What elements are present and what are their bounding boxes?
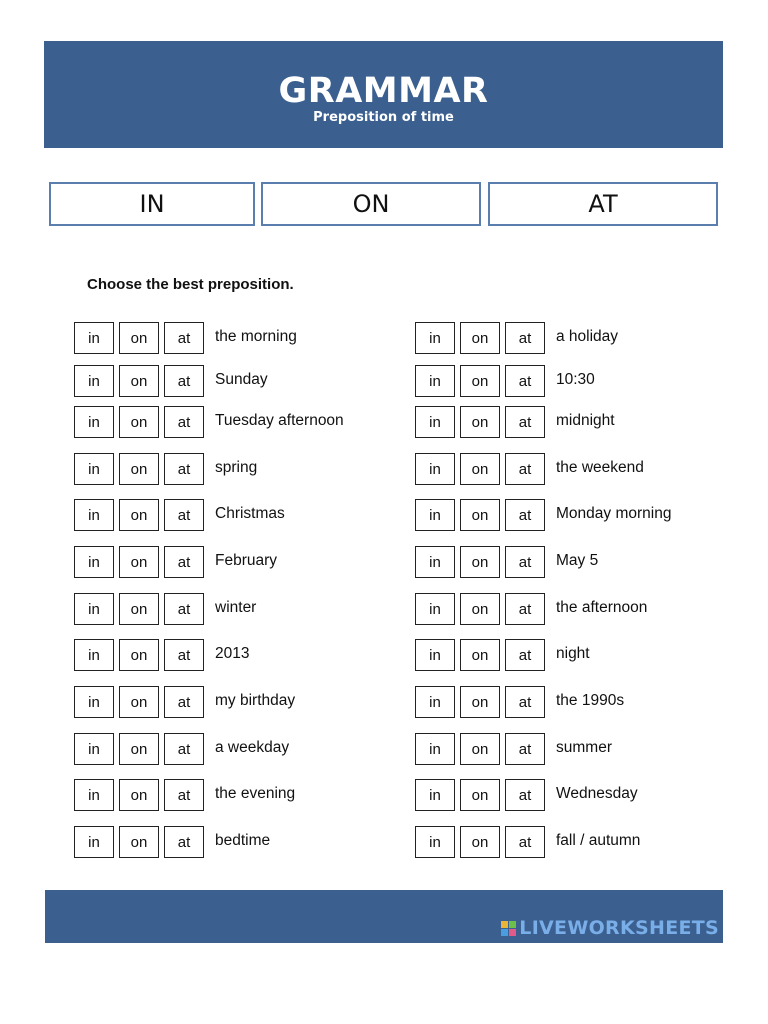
option-at-button[interactable]: at: [505, 406, 545, 438]
option-in-button[interactable]: in: [74, 406, 114, 438]
option-at-button[interactable]: at: [164, 546, 204, 578]
option-at-button[interactable]: at: [505, 733, 545, 765]
time-expression: fall / autumn: [556, 832, 641, 849]
category-box-on: ON: [261, 182, 481, 226]
time-expression: winter: [215, 599, 257, 616]
option-in-button[interactable]: in: [74, 779, 114, 811]
logo-squares-icon: [501, 921, 516, 936]
page-title: GRAMMAR: [278, 71, 489, 111]
option-at-button[interactable]: at: [505, 453, 545, 485]
option-at-button[interactable]: at: [505, 593, 545, 625]
time-expression: spring: [215, 459, 258, 476]
option-on-button[interactable]: on: [460, 406, 500, 438]
option-on-button[interactable]: on: [119, 733, 159, 765]
option-on-button[interactable]: on: [460, 365, 500, 397]
option-at-button[interactable]: at: [164, 499, 204, 531]
option-on-button[interactable]: on: [460, 499, 500, 531]
option-in-button[interactable]: in: [415, 733, 455, 765]
option-at-button[interactable]: at: [505, 499, 545, 531]
time-expression: bedtime: [215, 832, 271, 849]
option-on-button[interactable]: on: [119, 546, 159, 578]
time-expression: May 5: [556, 552, 599, 569]
option-on-button[interactable]: on: [460, 686, 500, 718]
option-in-button[interactable]: in: [74, 826, 114, 858]
liveworksheets-logo: [501, 917, 719, 939]
option-on-button[interactable]: on: [460, 826, 500, 858]
option-in-button[interactable]: in: [415, 686, 455, 718]
category-box-in: IN: [49, 182, 255, 226]
time-expression: a weekday: [215, 739, 290, 756]
option-in-button[interactable]: in: [74, 499, 114, 531]
time-expression: Monday morning: [556, 505, 672, 522]
option-at-button[interactable]: at: [164, 686, 204, 718]
option-at-button[interactable]: at: [505, 546, 545, 578]
option-in-button[interactable]: in: [74, 686, 114, 718]
time-expression: midnight: [556, 412, 615, 429]
option-on-button[interactable]: on: [460, 593, 500, 625]
time-expression: Sunday: [215, 371, 268, 388]
option-on-button[interactable]: on: [119, 779, 159, 811]
time-expression: my birthday: [215, 692, 296, 709]
instruction-text: Choose the best preposition.: [87, 276, 294, 293]
option-in-button[interactable]: in: [74, 365, 114, 397]
time-expression: the weekend: [556, 459, 644, 476]
option-in-button[interactable]: in: [74, 453, 114, 485]
category-box-at: AT: [488, 182, 718, 226]
time-expression: night: [556, 645, 590, 662]
time-expression: Tuesday afternoon: [215, 412, 344, 429]
option-on-button[interactable]: on: [460, 779, 500, 811]
page-subtitle: Preposition of time: [313, 110, 454, 125]
option-at-button[interactable]: at: [164, 406, 204, 438]
option-in-button[interactable]: in: [415, 365, 455, 397]
option-on-button[interactable]: on: [119, 322, 159, 354]
time-expression: 10:30: [556, 371, 595, 388]
option-at-button[interactable]: at: [505, 826, 545, 858]
option-on-button[interactable]: on: [119, 826, 159, 858]
option-at-button[interactable]: at: [164, 639, 204, 671]
option-on-button[interactable]: on: [119, 639, 159, 671]
option-on-button[interactable]: on: [119, 453, 159, 485]
time-expression: February: [215, 552, 278, 569]
option-on-button[interactable]: on: [119, 365, 159, 397]
option-in-button[interactable]: in: [415, 453, 455, 485]
time-expression: the afternoon: [556, 599, 648, 616]
option-in-button[interactable]: in: [74, 322, 114, 354]
header-banner: [44, 41, 723, 148]
option-at-button[interactable]: at: [505, 365, 545, 397]
time-expression: a holiday: [556, 328, 619, 345]
time-expression: Christmas: [215, 505, 285, 522]
option-on-button[interactable]: on: [119, 499, 159, 531]
option-at-button[interactable]: at: [505, 322, 545, 354]
option-at-button[interactable]: at: [505, 686, 545, 718]
option-in-button[interactable]: in: [415, 593, 455, 625]
option-in-button[interactable]: in: [415, 499, 455, 531]
time-expression: the 1990s: [556, 692, 625, 709]
option-at-button[interactable]: at: [505, 779, 545, 811]
option-in-button[interactable]: in: [415, 406, 455, 438]
option-on-button[interactable]: on: [460, 453, 500, 485]
option-at-button[interactable]: at: [164, 779, 204, 811]
time-expression: summer: [556, 739, 612, 756]
option-in-button[interactable]: in: [74, 733, 114, 765]
option-in-button[interactable]: in: [415, 546, 455, 578]
option-on-button[interactable]: on: [460, 639, 500, 671]
logo-text: LIVEWORKSHEETS: [519, 917, 719, 939]
option-at-button[interactable]: at: [164, 826, 204, 858]
option-at-button[interactable]: at: [505, 639, 545, 671]
option-on-button[interactable]: on: [460, 546, 500, 578]
option-on-button[interactable]: on: [460, 733, 500, 765]
option-in-button[interactable]: in: [74, 639, 114, 671]
time-expression: 2013: [215, 645, 250, 662]
option-on-button[interactable]: on: [119, 686, 159, 718]
option-on-button[interactable]: on: [119, 593, 159, 625]
option-in-button[interactable]: in: [415, 639, 455, 671]
option-at-button[interactable]: at: [164, 365, 204, 397]
option-in-button[interactable]: in: [415, 322, 455, 354]
footer-banner: [45, 890, 723, 943]
option-in-button[interactable]: in: [74, 593, 114, 625]
option-on-button[interactable]: on: [119, 406, 159, 438]
option-in-button[interactable]: in: [415, 826, 455, 858]
option-at-button[interactable]: at: [164, 322, 204, 354]
option-in-button[interactable]: in: [415, 779, 455, 811]
option-in-button[interactable]: in: [74, 546, 114, 578]
time-expression: the evening: [215, 785, 296, 802]
option-at-button[interactable]: at: [164, 733, 204, 765]
option-at-button[interactable]: at: [164, 453, 204, 485]
time-expression: the morning: [215, 328, 297, 345]
time-expression: Wednesday: [556, 785, 638, 802]
option-at-button[interactable]: at: [164, 593, 204, 625]
option-on-button[interactable]: on: [460, 322, 500, 354]
